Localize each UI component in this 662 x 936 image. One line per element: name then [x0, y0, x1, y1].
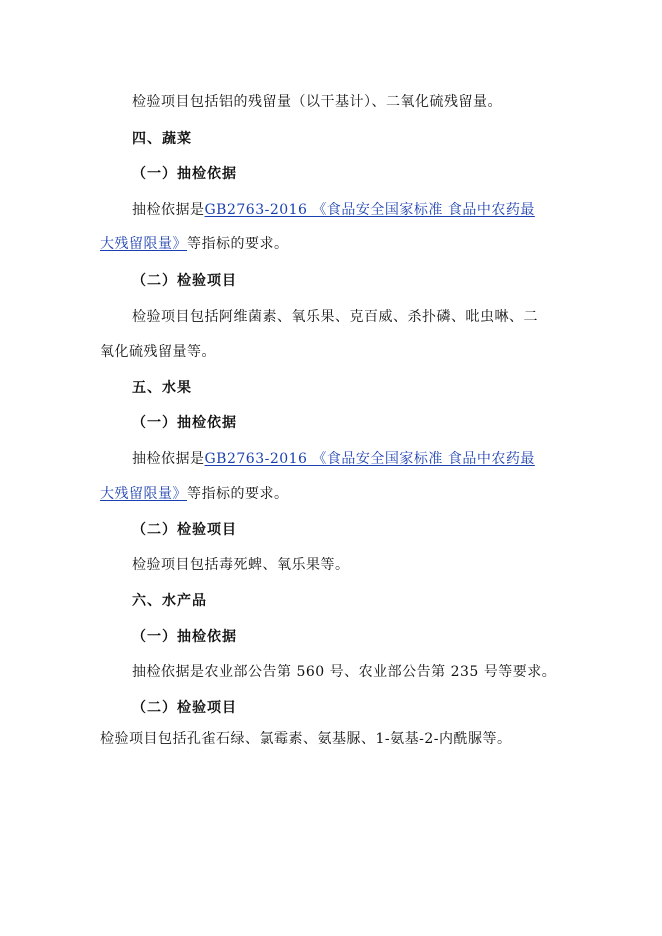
sec4-items-line2: 氧化硫残留量等。 — [100, 344, 216, 360]
sec4-items-line1: 检验项目包括阿维菌素、氧乐果、克百威、杀扑磷、吡虫啉、二 — [132, 309, 538, 325]
sec5-basis-heading: （一）抽检依据 — [132, 415, 237, 431]
sec5-heading: 五、水果 — [132, 380, 192, 396]
sec3-items-text: 检验项目包括铝的残留量（以干基计）、二氧化硫残留量。 — [132, 94, 502, 110]
sec5-basis-line1 — [132, 449, 602, 469]
sec5-standard-link[interactable]: GB2763-2016 《食品安全国家标准 食品中农药最 — [204, 451, 535, 467]
sec4-heading: 四、蔬菜 — [132, 131, 192, 147]
sec6-heading: 六、水产品 — [132, 593, 207, 609]
sec5-basis-line2 — [100, 484, 570, 504]
sec4-basis-line2 — [100, 234, 570, 254]
sec4-basis-line1 — [132, 200, 602, 220]
sec5-standard-link-cont[interactable]: 大残留限量》 — [100, 486, 187, 502]
sec6-items-text: 检验项目包括孔雀石绿、氯霉素、氨基脲、1-氨基-2-内酰脲等。 — [100, 731, 512, 747]
sec5-basis-suffix: 等指标的要求。 — [187, 486, 289, 502]
sec4-items-heading: （二）检验项目 — [132, 273, 237, 289]
sec4-basis-prefix: 抽检依据是 — [132, 202, 205, 218]
sec5-basis-prefix: 抽检依据是 — [132, 451, 205, 467]
sec4-standard-link-cont[interactable]: 大残留限量》 — [100, 236, 187, 252]
sec4-basis-suffix: 等指标的要求。 — [187, 236, 289, 252]
sec6-basis-heading: （一）抽检依据 — [132, 629, 237, 645]
sec6-basis-text: 抽检依据是农业部公告第 560 号、农业部公告第 235 号等要求。 — [132, 664, 557, 680]
sec6-items-heading: （二）检验项目 — [132, 700, 237, 716]
sec5-items-text: 检验项目包括毒死蜱、氧乐果等。 — [132, 557, 350, 573]
sec4-basis-heading: （一）抽检依据 — [132, 166, 237, 182]
sec5-items-heading: （二）检验项目 — [132, 522, 237, 538]
sec4-standard-link[interactable]: GB2763-2016 《食品安全国家标准 食品中农药最 — [204, 202, 535, 218]
